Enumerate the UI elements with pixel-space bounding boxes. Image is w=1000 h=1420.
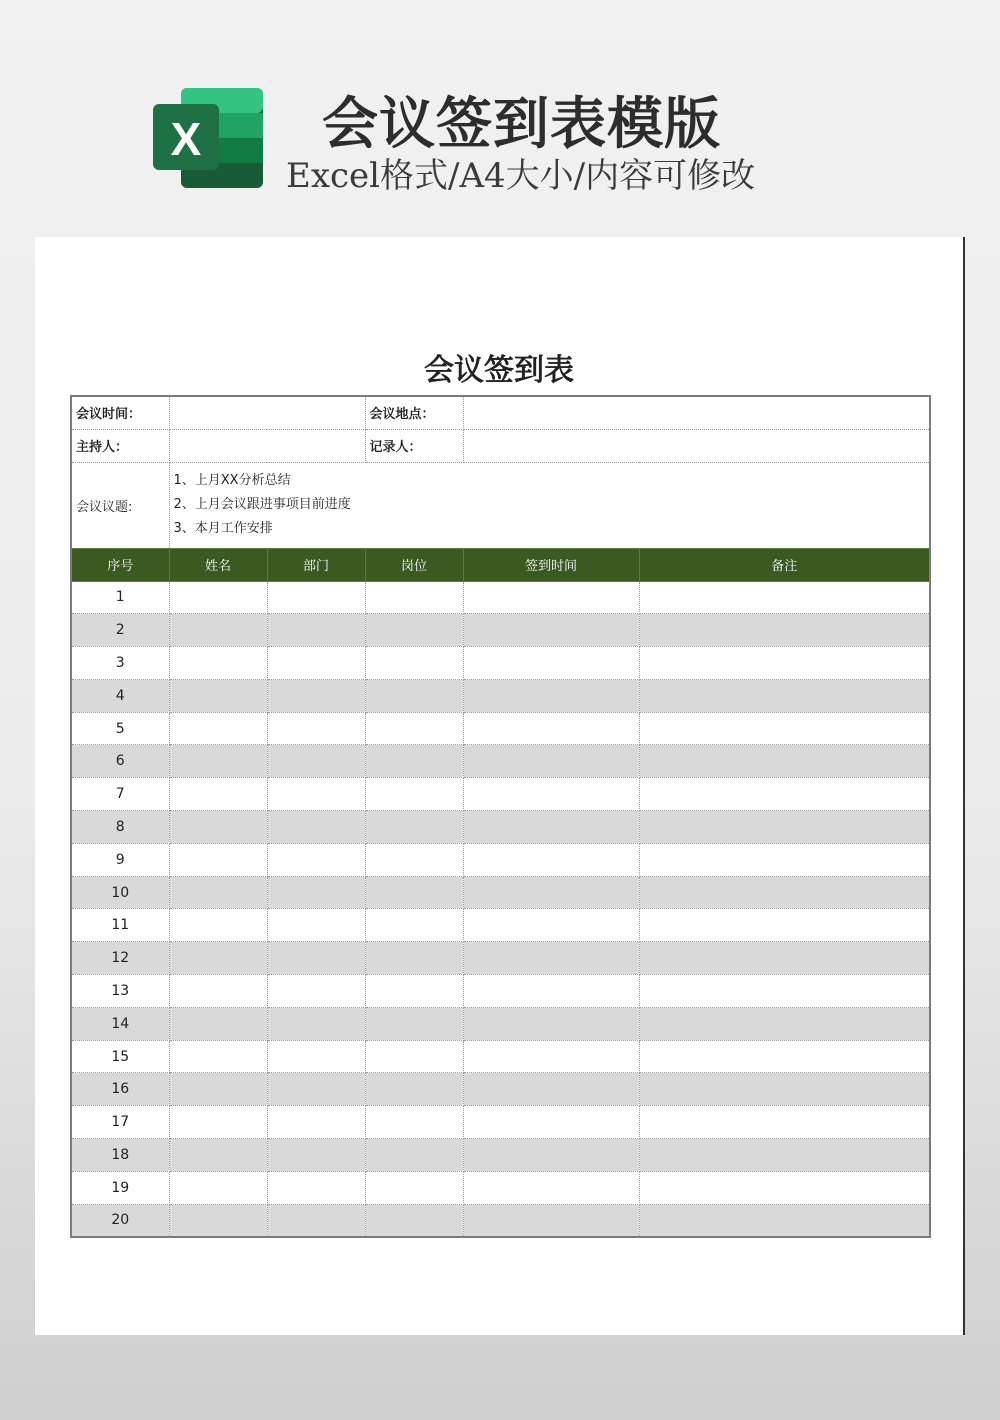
row-remarks-cell[interactable]: [639, 942, 930, 975]
table-row: [71, 778, 930, 811]
row-sign-time-cell[interactable]: [463, 1204, 639, 1237]
row-department-cell[interactable]: [267, 1171, 365, 1204]
row-name-cell[interactable]: [169, 614, 267, 647]
row-sign-time-cell[interactable]: [463, 778, 639, 811]
spreadsheet-page: [35, 237, 965, 1335]
table-body: [71, 581, 930, 1237]
row-remarks-cell[interactable]: [639, 614, 930, 647]
column-header-index: 序号: [71, 548, 169, 581]
row-name-cell[interactable]: [169, 679, 267, 712]
row-name-cell[interactable]: [169, 1040, 267, 1073]
row-sign-time-cell[interactable]: [463, 942, 639, 975]
table-row: [71, 745, 930, 778]
row-index-cell: 19: [71, 1171, 169, 1204]
row-name-cell[interactable]: [169, 975, 267, 1008]
row-sign-time-cell[interactable]: [463, 811, 639, 844]
row-sign-time-cell[interactable]: [463, 1106, 639, 1139]
topics-field[interactable]: [169, 462, 930, 548]
row-position-cell[interactable]: [365, 975, 463, 1008]
row-name-cell[interactable]: [169, 876, 267, 909]
row-sign-time-cell[interactable]: [463, 909, 639, 942]
row-index-cell: 12: [71, 942, 169, 975]
row-name-cell[interactable]: [169, 778, 267, 811]
row-position-cell[interactable]: [365, 942, 463, 975]
row-position-cell[interactable]: [365, 712, 463, 745]
table-row: [71, 614, 930, 647]
column-header-department: 部门: [267, 548, 365, 581]
row-sign-time-cell[interactable]: [463, 1007, 639, 1040]
table-row: [71, 1204, 930, 1237]
row-department-cell[interactable]: [267, 1106, 365, 1139]
row-position-cell[interactable]: [365, 1040, 463, 1073]
table-row: [71, 1040, 930, 1073]
row-remarks-cell[interactable]: [639, 1171, 930, 1204]
row-remarks-cell[interactable]: [639, 745, 930, 778]
excel-logo-icon: [153, 88, 263, 188]
table-row: [71, 909, 930, 942]
row-index-cell: 20: [71, 1204, 169, 1237]
document-title: 会议签到表: [424, 353, 574, 388]
row-position-cell[interactable]: [365, 1007, 463, 1040]
row-department-cell[interactable]: [267, 1139, 365, 1172]
row-name-cell[interactable]: [169, 1171, 267, 1204]
row-index-cell: 11: [71, 909, 169, 942]
row-index-cell: 18: [71, 1139, 169, 1172]
recorder-label: 记录人：: [365, 429, 463, 462]
row-sign-time-cell[interactable]: [463, 975, 639, 1008]
row-index-cell: 6: [71, 745, 169, 778]
row-name-cell[interactable]: [169, 1204, 267, 1237]
row-department-cell[interactable]: [267, 1007, 365, 1040]
row-department-cell[interactable]: [267, 811, 365, 844]
row-remarks-cell[interactable]: [639, 1106, 930, 1139]
row-remarks-cell[interactable]: [639, 909, 930, 942]
column-header-remarks: 备注: [639, 548, 930, 581]
row-remarks-cell[interactable]: [639, 975, 930, 1008]
recorder-field[interactable]: [463, 429, 930, 462]
row-department-cell[interactable]: [267, 942, 365, 975]
row-remarks-cell[interactable]: [639, 778, 930, 811]
row-sign-time-cell[interactable]: [463, 679, 639, 712]
meeting-place-label: 会议地点：: [365, 396, 463, 429]
row-sign-time-cell[interactable]: [463, 1171, 639, 1204]
row-index-cell: 16: [71, 1073, 169, 1106]
table-header: [71, 548, 930, 581]
row-remarks-cell[interactable]: [639, 581, 930, 614]
row-department-cell[interactable]: [267, 1073, 365, 1106]
row-position-cell[interactable]: [365, 1204, 463, 1237]
table-row: [71, 712, 930, 745]
logo-letter: X: [170, 113, 202, 165]
topics-label: 会议议题:: [71, 462, 169, 548]
row-index-cell: 13: [71, 975, 169, 1008]
row-sign-time-cell[interactable]: [463, 1139, 639, 1172]
row-sign-time-cell[interactable]: [463, 876, 639, 909]
row-department-cell[interactable]: [267, 975, 365, 1008]
info-row-time: [71, 396, 930, 429]
row-department-cell[interactable]: [267, 843, 365, 876]
row-remarks-cell[interactable]: [639, 1204, 930, 1237]
row-sign-time-cell[interactable]: [463, 1073, 639, 1106]
row-department-cell[interactable]: [267, 778, 365, 811]
host-label: 主持人：: [71, 429, 169, 462]
row-name-cell[interactable]: [169, 1106, 267, 1139]
row-position-cell[interactable]: [365, 1139, 463, 1172]
table-row: [71, 942, 930, 975]
row-remarks-cell[interactable]: [639, 679, 930, 712]
sign-in-table: [70, 395, 931, 1238]
meeting-place-field[interactable]: [463, 396, 930, 429]
info-row-host: [71, 429, 930, 462]
row-name-cell[interactable]: [169, 909, 267, 942]
row-position-cell[interactable]: [365, 876, 463, 909]
row-position-cell[interactable]: [365, 1106, 463, 1139]
row-position-cell[interactable]: [365, 581, 463, 614]
row-position-cell[interactable]: [365, 1171, 463, 1204]
row-position-cell[interactable]: [365, 811, 463, 844]
row-index-cell: 14: [71, 1007, 169, 1040]
row-sign-time-cell[interactable]: [463, 581, 639, 614]
topic-item: 1、上月XX分析总结: [173, 473, 291, 488]
row-name-cell[interactable]: [169, 1139, 267, 1172]
row-department-cell[interactable]: [267, 614, 365, 647]
row-remarks-cell[interactable]: [639, 712, 930, 745]
row-name-cell[interactable]: [169, 745, 267, 778]
banner: [0, 0, 1000, 230]
row-sign-time-cell[interactable]: [463, 614, 639, 647]
table-row: [71, 647, 930, 680]
row-index-cell: 8: [71, 811, 169, 844]
table-row: [71, 679, 930, 712]
row-department-cell[interactable]: [267, 909, 365, 942]
row-index-cell: 17: [71, 1106, 169, 1139]
row-index-cell: 7: [71, 778, 169, 811]
row-remarks-cell[interactable]: [639, 811, 930, 844]
row-index-cell: 2: [71, 614, 169, 647]
row-index-cell: 1: [71, 581, 169, 614]
row-sign-time-cell[interactable]: [463, 1040, 639, 1073]
meeting-time-label: 会议时间：: [71, 396, 169, 429]
table-row: [71, 581, 930, 614]
row-index-cell: 10: [71, 876, 169, 909]
row-department-cell[interactable]: [267, 712, 365, 745]
row-index-cell: 3: [71, 647, 169, 680]
meeting-time-field[interactable]: [169, 396, 365, 429]
row-department-cell[interactable]: [267, 745, 365, 778]
row-remarks-cell[interactable]: [639, 1007, 930, 1040]
row-index-cell: 15: [71, 1040, 169, 1073]
row-index-cell: 4: [71, 679, 169, 712]
column-header-position: 岗位: [365, 548, 463, 581]
row-remarks-cell[interactable]: [639, 1139, 930, 1172]
row-sign-time-cell[interactable]: [463, 647, 639, 680]
row-name-cell[interactable]: [169, 581, 267, 614]
row-department-cell[interactable]: [267, 581, 365, 614]
table-row: [71, 1007, 930, 1040]
row-position-cell[interactable]: [365, 778, 463, 811]
row-index-cell: 5: [71, 712, 169, 745]
row-remarks-cell[interactable]: [639, 647, 930, 680]
row-position-cell[interactable]: [365, 745, 463, 778]
row-sign-time-cell[interactable]: [463, 745, 639, 778]
row-position-cell[interactable]: [365, 647, 463, 680]
row-department-cell[interactable]: [267, 1204, 365, 1237]
row-department-cell[interactable]: [267, 1040, 365, 1073]
row-remarks-cell[interactable]: [639, 843, 930, 876]
table-row: [71, 876, 930, 909]
row-department-cell[interactable]: [267, 679, 365, 712]
row-name-cell[interactable]: [169, 712, 267, 745]
table-row: [71, 1073, 930, 1106]
row-remarks-cell[interactable]: [639, 1073, 930, 1106]
table-row: [71, 1106, 930, 1139]
row-position-cell[interactable]: [365, 843, 463, 876]
row-index-cell: 9: [71, 843, 169, 876]
row-position-cell[interactable]: [365, 909, 463, 942]
row-department-cell[interactable]: [267, 647, 365, 680]
topic-item: 3、本月工作安排: [173, 521, 273, 536]
page-title: 会议签到表模版: [322, 92, 721, 157]
column-header-sign-time: 签到时间: [463, 548, 639, 581]
host-field[interactable]: [169, 429, 365, 462]
table-row: [71, 975, 930, 1008]
row-position-cell[interactable]: [365, 1073, 463, 1106]
table-row: [71, 811, 930, 844]
topic-item: 2、上月会议跟进事项目前进度: [173, 497, 351, 512]
table-row: [71, 843, 930, 876]
row-name-cell[interactable]: [169, 843, 267, 876]
table-row: [71, 1139, 930, 1172]
row-sign-time-cell[interactable]: [463, 712, 639, 745]
row-sign-time-cell[interactable]: [463, 843, 639, 876]
page-subtitle: Excel格式/A4大小/内容可修改: [286, 156, 756, 196]
row-remarks-cell[interactable]: [639, 876, 930, 909]
column-header-name: 姓名: [169, 548, 267, 581]
row-position-cell[interactable]: [365, 679, 463, 712]
row-remarks-cell[interactable]: [639, 1040, 930, 1073]
row-name-cell[interactable]: [169, 647, 267, 680]
info-row-topics: [71, 462, 930, 548]
row-name-cell[interactable]: [169, 1007, 267, 1040]
row-position-cell[interactable]: [365, 614, 463, 647]
row-name-cell[interactable]: [169, 942, 267, 975]
row-name-cell[interactable]: [169, 811, 267, 844]
row-department-cell[interactable]: [267, 876, 365, 909]
row-name-cell[interactable]: [169, 1073, 267, 1106]
table-row: [71, 1171, 930, 1204]
